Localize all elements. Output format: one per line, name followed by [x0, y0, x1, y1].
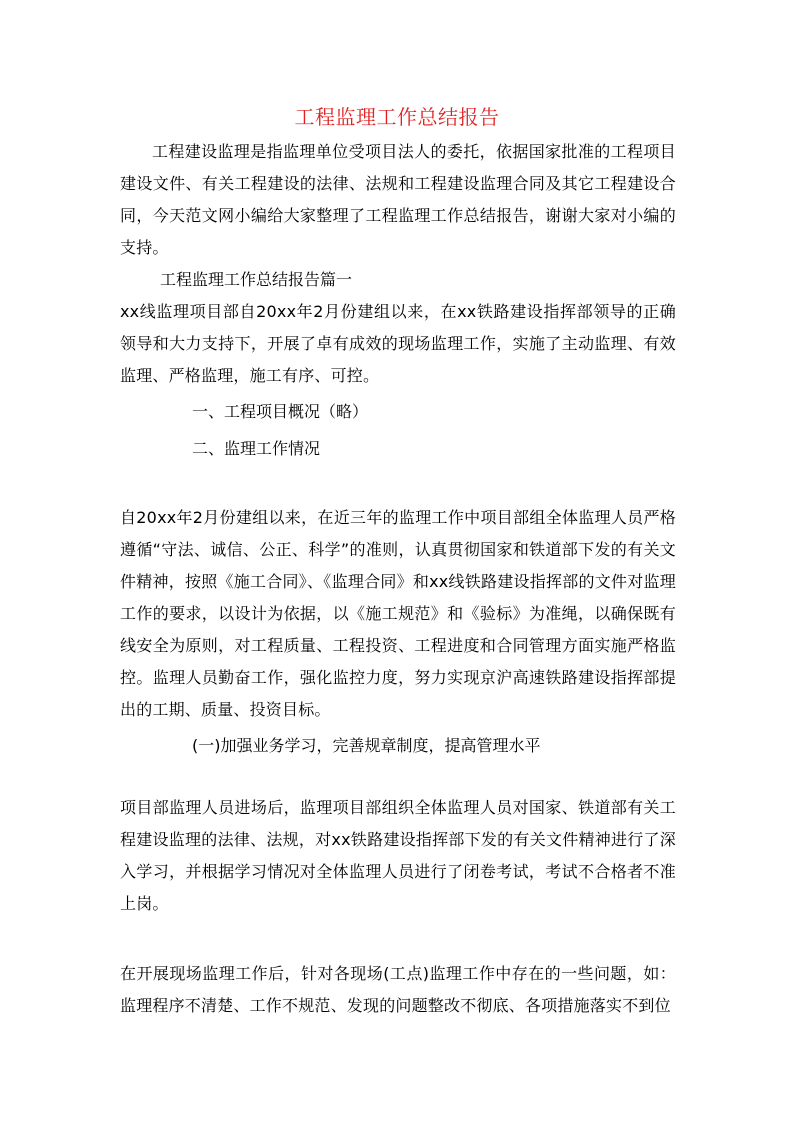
document-title: 工程监理工作总结报告 — [294, 105, 500, 129]
intro-paragraph: 工程建设监理是指监理单位受项目法人的委托，依据国家批准的工程项目建设文件、有关工程建设的法律、法规和工程建设监理合同及其它工程建设合同，今天范文网小编给大家整理了工程监理工作总结报告，谢谢大家对小编的支持。 — [120, 142, 676, 257]
paragraph-3: 项目部监理人员进场后，监理项目部组织全体监理人员对国家、铁道部有关工程建设监理的法律、法规，对xx铁路建设指挥部下发的有关文件精神进行了深入学习，并根据学习情况对全体监理人员进行了闭卷考试，考试不合格者不准上岗。 — [120, 798, 676, 913]
paragraph-1: xx线监理项目部自20xx年2月份建组以来，在xx铁路建设指挥部领导的正确领导和大力支持下，开展了卓有成效的现场监理工作，实施了主动监理、有效监理、严格监理，施工有序、可控。 — [120, 302, 676, 385]
heading-supervision-work: 二、监理工作情况 — [192, 439, 321, 458]
heading-project-overview: 一、工程项目概况（略） — [192, 402, 369, 421]
paragraph-4: 在开展现场监理工作后，针对各现场(工点)监理工作中存在的一些问题，如：监理程序不清楚、工作不规范、发现的问题整改不彻底、各项措施落实不到位 — [120, 964, 676, 1015]
paragraph-2: 自20xx年2月份建组以来，在近三年的监理工作中项目部组全体监理人员严格遵循“守法、诚信、公正、科学”的准则，认真贯彻国家和铁道部下发的有关文件精神，按照《施工合同》、《监理合同》和xx线铁路建设指挥部的文件对监理工作的要求，以设计为依据，以《施工规范》和《验标》为准绳，以确保既有线安全为原则，对工程质量、工程投资、工程进度和合同管理方面实施严格监控。监理人员勤奋工作，强化监控力度，努力实现京沪高速铁路建设指挥部提出的工期、质量、投资目标。 — [120, 508, 676, 719]
subheading-business-study: (一)加强业务学习，完善规章制度，提高管理水平 — [192, 736, 541, 755]
section-title: 工程监理工作总结报告篇一 — [160, 270, 353, 289]
